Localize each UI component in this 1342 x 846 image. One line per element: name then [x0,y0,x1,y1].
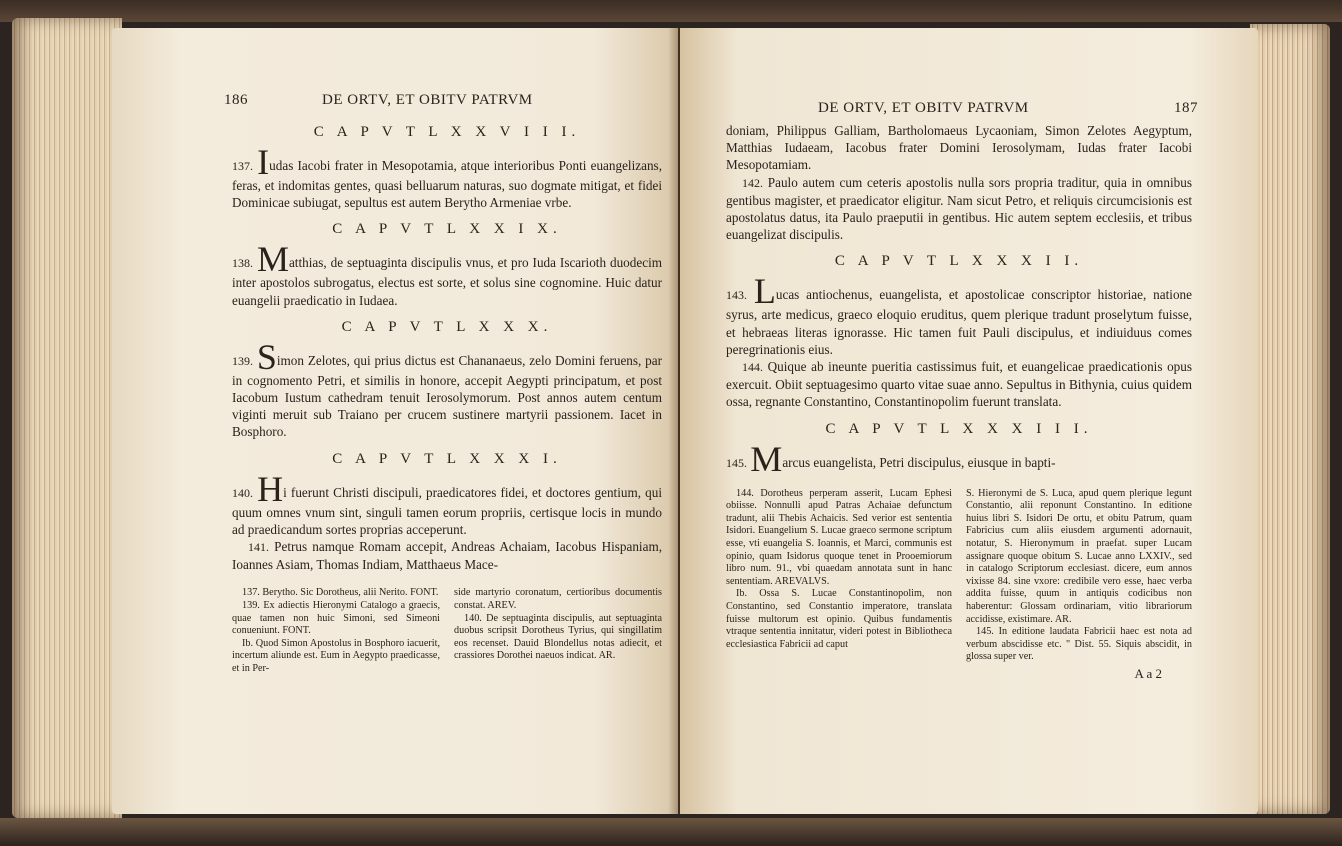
chapter-heading-82: C A P V T L X X X I I. [834,253,1084,270]
paragraph-139: 139. Simon Zelotes, qui prius dictus est Chananaeus, zelo Domini feruens, par in cognomento Petri, et similis in honore, accepit Aegypti principatum, et post Iacobum Iustum cathedram tenuit Ierosolymorum. Post annos autem centum viginti meruit sub Traiano per crucem sustinere martyrii passionem. Iacet in Bosphoro. [232,336,663,440]
footnote: 144. Dorotheus perperam asserit, Lucam Ephesi obiisse. Nonnulli apud Patras Achaiae defunctum tradunt, alii Thebis Achaicis. Sed verior est sententia Isidori. Euangelium S. Lucae graeco sermone scriptum esse, vti euangelia S. Ioannis, et Marci, communis est opinio, quam Isidorus quoque tenet in Prooemiorum libro num. 91., vbi quaedam annotata sunt in hanc sententiam. AREVALVS. [726,487,952,587]
drop-initial: M [256,239,289,280]
drop-initial: I [257,142,270,182]
footnote: side martyrio coronatum, certioribus documentis constat. AREV. [454,587,662,612]
footnote: S. Hieronymi de S. Luca, apud quem plerique legunt Constantio, alii reponunt Constantino. In editione huius libri S. Isidori De ortu, et obitu Patrum, quam Fabricius cum aliis eiusdem argumenti adornauit, notatur, S. Hieronymum in praefat. super Lucam assignare quoque obitum S. Lucae anno LXXIV., sed in catalogo Scriptorum ecclesiast. dicere, eum annos vixisse 84. sine vxore: credibile vero esse, haec verba addita fuisse, quum in antiquis codicibus non haberentur: Glossam ordinariam, vitio librariorum accidisse, existimare. AR. [966,487,1192,625]
paragraph-138: 138. Matthias, de septuaginta discipulis vnus, et pro Iuda Iscarioth duodecim inter apostolos subrogatus, electus est sorte, et solus sine cognomine. Huic datur euangelii praedicatio in Iudaea. [232,239,662,308]
footnote-column [966,488,1192,664]
drop-initial: H [257,468,284,509]
signature-mark: A a 2 [1134,665,1162,681]
right-page [680,28,1258,814]
right-running-head [726,100,1198,122]
footnote: Ib. Ossa S. Lucae Constantinopolim, non Constantino, sed Constantio imperatore, translata fuisse multorum est opinio. Quibus fundamentis vtraque sententia innitatur, videri potest in Bibliotheca ecclesiastica Fabricii ad caput [726,588,952,650]
left-running-title: DE ORTV, ET OBITV PATRVM [322,92,533,108]
right-running-title: DE ORTV, ET OBITV PATRVM [818,100,1029,116]
book-cover-top [0,0,1342,22]
footnote: 145. In editione laudata Fabricii haec est nota ad verbum abscidisse etc. " Dist. 55. Siquis abscidit, in glossa super ver. [966,626,1192,663]
chapter-heading-78: C A P V T L X X V I I I. [313,124,581,140]
paragraph-140: 140. Hi fuerunt Christi discipuli, praedicatores fidei, et doctores gentium, qui quum omnes vnum sint, singuli tamen eorum propriis, certisque locis in mundo ad praedicandum sortes proprias acceperunt. [232,468,663,537]
chapter-heading-81: C A P V T L X X X I. [332,450,562,467]
book-cover-bottom [0,818,1342,846]
drop-initial: S [256,336,277,377]
paragraph-137: 137. Iudas Iacobi frater in Mesopotamia, atque interioribus Ponti euangelizans, feras, et indomitas gentes, quasi belluarum naturas, suo dogmate mitigat, et fidei Dominicae subiugat, sepultus est autem Berytho Armeniae vrbe. [232,142,662,211]
left-footnotes [232,587,662,675]
footnote: 140. De septuaginta discipulis, aut septuaginta duobus scripsit Dorotheus Tyrius, qui singillatim eos recenset. Dauid Blondellus notas adiecit, et crassiores Dorothei naeuos indicat. AR. [454,612,662,662]
chapter-heading-79: C A P V T L X X I X. [332,221,562,238]
left-page [112,28,678,814]
right-page-content [726,100,1198,682]
paragraph-144: 144. Quique ab ineunte pueritia castissimus fuit, et euangelicae praedicationis opus exercuit. Obiit septuagesimo quarto vitae suae anno. Sepultus in Bithynia, cuius quidem ossa, regnante Constantino, Constantinopolim fuerunt translata. [726,359,1192,410]
paragraph-145: 145. Marcus euangelista, Petri discipulus, eiusque in bapti- [726,438,1056,479]
drop-initial: M [750,438,783,479]
chapter-heading-83: C A P V T L X X X I I I. [825,420,1093,437]
right-page-number: 187 [1174,100,1198,116]
page-edges-left [12,18,122,818]
left-running-head [224,92,662,114]
footnote-column [726,488,952,664]
left-page-number: 186 [224,92,248,108]
footnote: 137. Berytho. Sic Dorotheus, alii Nerito. FONT. [242,587,439,599]
paragraph-141: 141. Petrus namque Romam accepit, Andreas Achaiam, Iacobus Hispaniam, Ioannes Asiam, Thomas Indiam, Matthaeus Mace- [232,539,662,573]
right-footnotes [726,488,1192,664]
footnote: 139. Ex adiectis Hieronymi Catalogo a graecis, quae tamen non huic Simoni, sed Simeoni conueniunt. FONT. [232,600,440,637]
footnote: Ib. Quod Simon Apostolus in Bosphoro iacuerit, incertum aliunde est. Eum in Aegypto praedicasse, et in Per- [232,637,440,674]
paragraph-143: 143. Lucas antiochenus, euangelista, et apostolicae conscriptor historiae, natione syrus, arte medicus, graeco eloquio eruditus, quem plerique tradunt proselytum fuisse, et hebraeas literas ignorasse. Hic tamen fuit Pauli discipulus, et indiuiduus comes peregrinationis eius. [726,271,1192,357]
chapter-heading-80: C A P V T L X X X. [341,318,553,335]
footnote-column [454,587,662,675]
page-edges-right [1250,24,1330,814]
drop-initial: L [753,271,776,312]
left-page-content [224,92,663,676]
footnote-column [232,587,440,675]
paragraph-142: 142. Paulo autem cum ceteris apostolis nulla sors propria traditur, quia in omnibus gentibus magister, et praedicator eligitur. Nam sicut Petro, et reliquis circumcisionis est apostolatus datus, ita Paulo praeputii in gentibus. Hic autem septem ecclesiis, et tribus euangelizat discipulis. [726,174,1192,243]
paragraph-141-continued: doniam, Philippus Galliam, Bartholomaeus Lycaoniam, Simon Zelotes Aegyptum, Matthias Iudaeam, Iacobus frater Domini Ierosolymam, Iudas frater Iacobi Mesopotamiam. [726,123,1192,173]
